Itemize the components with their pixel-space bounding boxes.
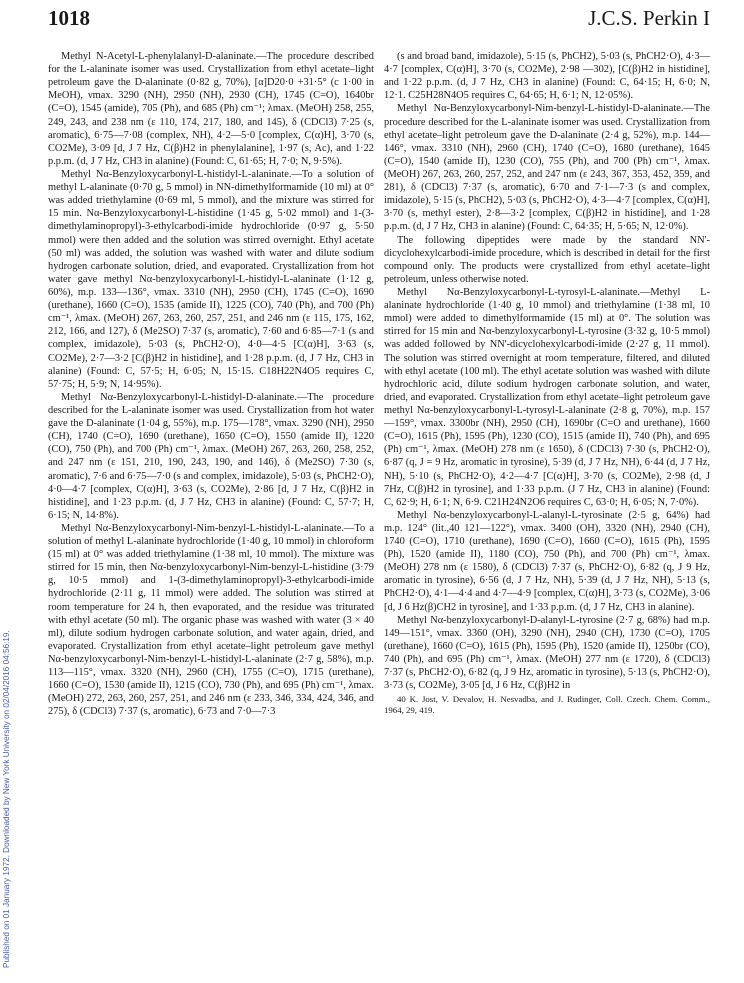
page-number: 1018 [48, 6, 90, 30]
download-watermark: Published on 01 January 1972. Downloaded by New York University on 02/04/2016 04:56:19. [2, 630, 11, 968]
paragraph: Methyl Nα-benzyloxycarbonyl-D-alanyl-L-tyrosine (2·7 g, 68%) had m.p. 149—151°, νmax. 3360 (OH), 3290 (NH), 2940 (CH), 1730 (C=O), 1705 (urethane), 1660 (C=O), 1615 (Ph), 1595 (Ph), 1520 (amide II), 1250br (CO), 740 (Ph), and 695 (Ph) cm⁻¹, λmax. (MeOH) 277 nm (ε 1720), δ (CDCl3) 7·37 (s, PhCH2·O), 6·82 (q, J 9 Hz, aromatic in tyrosine), 5·13 (s, PhCH2·O), 3·73 (s, CO2Me), 3·05 [d, J 6 Hz, C(β)H2 in [384, 614, 710, 692]
paragraph: Methyl Nα-Benzyloxycarbonyl-L-histidyl-D-alaninate.—The procedure described for the L-alaninate isomer was used. Crystallization from hot water gave the D-alaninate (1·04 g, 55%), m.p. 175—178°, νmax. 3290 (NH), 2950 (CH), 1740 (C=O), 1690 (urethane), 1650 (C=O), 1550 (amide II), 1220 (CO), 750 (Ph), and 700 (Ph) cm⁻¹, λmax. (MeOH) 267, 263, 260, 258, 252, and 247 nm (ε 151, 210, 190, 243, 190, and 146), δ (Me2SO) 7·30 (s, aromatic), 7·6 and 6·75—7·0 (s and complex, imidazole), 5·03 (s, PhCH2·O), 4·0—4·7 [complex, C(α)H], 3·63 (s, CO2Me), 2·86 [d, J 7 Hz, C(β)H2 in histidine], and 1·23 p.p.m. (d, J 7 Hz, CH3 in alanine) (Found: C, 57·7; H, 6·15; N, 14·8%). [48, 391, 374, 521]
paragraph: Methyl Nα-Benzyloxycarbonyl-L-tyrosyl-L-alaninate.—Methyl L-alaninate hydrochloride (1·40 g, 10 mmol) and triethylamine (1·38 ml, 10 mmol) were added to dimethylformamide (15 ml) at 0°. The solution was stirred for 15 min and Nα-benzyloxycarbonyl-L-tyrosine (3·32 g, 10·5 mmol) was added followed by NN'-dicyclohexylcarbodi-imide (2·27 g, 11 mmol). The solution was stirred overnight at room temperature, filtered, and diluted with ethyl acetate (100 ml). The ethyl acetate solution was washed with dilute hydrochloric acid, dilute sodium hydrogen carbonate solution, and water, dried, and evaporated. Crystallization from ethyl acetate–light petroleum gave methyl Nα-benzyloxycarbonyl-L-tyrosyl-L-alaninate (2·8 g, 70%), m.p. 157—159°, νmax. 3300br (NH), 2950 (CH), 1690br (C=O and urethane), 1660 (C=O), 1615 (Ph), 1595 (Ph), 1230 (CO), 1515 (amide II), 740 (Ph), and 695 (Ph) cm⁻¹, λmax. (MeOH) 278 nm (ε 1650), δ (CDCl3) 7·30 (s, PhCH2·O), 6·87 (q, J = 9 Hz, aromatic in tyrosine), 5·39 (d, J 7 Hz, NH), 6·44 (d, J 7 Hz, NH), 5·10 (s, PhCH2·O), 4·2—4·7 [C(α)H], 3·70 (s, CO2Me), 2·98 (d, J 7Hz, C(β)H2 in tyrosine], and 1·33 p.p.m. (J 7 Hz, CH3 in alanine) (Found: C, 62·9; H, 6·1; N, 6·9. C21H24N2O6 requires C, 63·0; H, 6·05; N, 7·0%). [384, 286, 710, 508]
paragraph: Methyl Nα-Benzyloxycarbonyl-Nim-benzyl-L-histidyl-D-alaninate.—The procedure described for the L-alaninate isomer was used. Crystallization from ethyl acetate–light petroleum gave the D-alaninate (2·4 g, 52%), m.p. 144—146°, νmax. 3310 (NH), 2960 (CH), 1740 (C=O), 1680 (urethane), 1645 (C=O), 1540 (amide II), 1230 (CO), 755 (Ph), and 700 (Ph) cm⁻¹, λmax. (MeOH) 267, 263, 260, 257, 252, and 247 nm (ε 243, 367, 353, 452, 359, and 281), δ (CDCl3) 7·37 (s, aromatic), 6·70 and 7·1—7·3 (s and complex, imidazole), 5·15 (s, PhCH2), 5·03 (s, PhCH2·O), 4·3—4·7 [complex, C(α)H], 3·70 (s, methyl ester), 2·8—3·2 [complex, C(β)H2 in histidine], and 1·28 p.p.m. (d, J 7 Hz, CH3 in alanine) (Found: C, 64·35; H, 5·65; N, 12·0%). [384, 103, 710, 233]
paragraph: (s and broad band, imidazole), 5·15 (s, PhCH2), 5·03 (s, PhCH2·O), 4·3—4·7 [complex, C(α)H], 3·70 (s, CO2Me), 2·98 —302), [C(β)H2 in histidine], and 1·22 p.p.m. (d, J 7 Hz, CH3 in alanine) (Found: C, 64·15; H, 6·0; N, 12·1. C25H28N4O5 requires C, 64·65; H, 6·1; N, 12·05%). [384, 51, 710, 102]
paragraph: Methyl Nα-Benzyloxycarbonyl-L-histidyl-L-alaninate.—To a solution of methyl L-alaninate (0·70 g, 5 mmol) in NN-dimethylformamide (10 ml) at 0° was added triethylamine (0·69 ml, 5 mmol), and the mixture was stirred for 15 min. Nα-Benzyloxycarbonyl-L-histidine (1·45 g, 5·02 mmol) and 1-(3-dimethylaminopropyl)-3-ethylcarbodi-imide hydrochloride (0·97 g, 5·50 mmol) were then added and the solution was stirred overnight. Ethyl acetate (50 ml) was added, the solution was washed with water and dilute sodium hydrogen carbonate solution, dried, and evaporated. Crystallization from hot water gave methyl Nα-benzyloxycarbonyl-L-histidyl-L-alaninate (1·12 g, 60%), m.p. 133—136°, νmax. 3310 (NH), 2950 (CH), 1745 (C=O), 1690 (urethane), 1660 (C=O), 1535 (amide II), 1225 (CO), 740 (Ph), and 700 (Ph) cm⁻¹, λmax. (MeOH) 267, 263, 260, 257, 251, and 246 nm (ε 115, 175, 162, 212, 166, and 127), δ (Me2SO) 7·37 (s, aromatic), 7·60 and 6·85—7·1 (s and complex, imidazole), 5·03 (s, PhCH2·O), 4·0—4·5 [C(α)H], 3·63 (s, CO2Me), 2·7—3·2 [C(β)H2 in histidine], and 1·28 p.p.m. (d, J 7 Hz, CH3 in alanine) (Found: C, 57·5; H, 6·05; N, 15·15. C18H22N4O5 requires C, 57·75; H, 5·9; N, 14·95%). [48, 168, 374, 390]
paragraph: Methyl Nα-Benzyloxycarbonyl-Nim-benzyl-L-histidyl-L-alaninate.—To a solution of methyl L-alaninate hydrochloride (1·40 g, 10 mmol) in chloroform (15 ml) at 0° was added triethylamine (1·38 ml, 10 mmol). The mixture was stirred for 15 min, then Nα-benzyloxycarbonyl-Nim-benzyl-L-histidine (3·79 g, 10·5 mmol) and 1-(3-dimethylaminopropyl)-3-ethylcarbodi-imide hydrochloride (2·11 g, 11 mmol) were added. The solution was stirred at room temperature for 24 h, then evaporated, and the residue was triturated with ethyl acetate (50 ml). The organic phase was washed with water (3 × 40 ml), dilute sodium hydrogen carbonate solution, and water again, dried, and evaporated. Crystallization from ethyl acetate–light petroleum gave methyl Nα-benzyloxycarbonyl-Nim-benzyl-L-histidyl-L-alaninate (2·7 g, 58%), m.p. 113—115°, νmax. 3320 (NH), 2960 (CH), 1755 (C=O), 1715 (urethane), 1660 (C=O), 1530 (amide II), 1215 (CO), 730 (Ph), and 695 (Ph) cm⁻¹, λmax. (MeOH) 272, 263, 260, 257, 251, and 246 nm (ε 233, 346, 334, 424, 346, and 275), δ (CDCl3) 7·37 (s, aromatic), 6·73 and 7·0—7·3 [48, 522, 374, 718]
paragraph: Methyl Nα-benzyloxycarbonyl-L-alanyl-L-tyrosinate (2·5 g, 64%) had m.p. 124° (lit.,40 121—122°), νmax. 3400 (OH), 3320 (NH), 2940 (CH), 1740 (C=O), 1710 (urethane), 1690 (C=O), 1660 (C=O), 1615 (Ph), 1595 (Ph), 1520 (amide II), 1180 (CO), 750 (Ph), and 700 (Ph) cm⁻¹, λmax. (MeOH) 278 nm (ε 1580), δ (CDCl3) 7·37 (s, PhCH2·O), 6·82 (q, J 9 Hz, aromatic in tyrosine), 6·56 (d, J 7 Hz, NH), 5·39 (d, J 7 Hz, NH), 5·13 (s, PhCH2·O), 4·1—4·4 and 4·7—4·9 [complex, C(α)H], 3·73 (s, CO2Me), 3·06 [d, J 6 Hz(β)CH2 in tyrosine], and 1·33 p.p.m. (d, J 7 Hz, CH3 in alanine). [384, 509, 710, 613]
left-column [48, 50, 374, 719]
right-column [384, 50, 710, 717]
paragraph: The following dipeptides were made by the standard NN'-dicyclohexylcarbodi-imide procedure, which is described in detail for the first compound only. The products were crystallized from ethyl acetate–light petroleum, unless otherwise noted. [384, 234, 710, 285]
journal-title: J.C.S. Perkin I [588, 6, 710, 30]
paragraph: Methyl N-Acetyl-L-phenylalanyl-D-alaninate.—The procedure described for the L-alaninate isomer was used. Crystallization from ethyl acetate–light petroleum gave the D-alaninate (0·82 g, 70%), [α]D20·0 +31·5° (c 1·00 in MeOH), νmax. 3290 (NH), 2950 (NH), 2930 (CH), 1745 (C=O), 1640br (C=O), 1545 (amide), 705 (Ph), and 685 (Ph) cm⁻¹; λmax. (MeOH) 258, 255, 249, 243, and 238 nm (ε 110, 174, 217, 180, and 145), δ (CDCl3) 7·25 (s, aromatic), 6·75—7·08 (complex, NH), 4·2—5·0 [complex, C(α)H], 3·70 (s, CO2Me), 3·09 [d, J 7 Hz, C(β)H2 in phenylalanine], 1·97 (s, Ac), and 1·22 p.p.m. (d, J 7 Hz, CH3 in alanine) (Found: C, 61·65; H, 7·0; N, 9·5%). [48, 51, 374, 167]
footnote: 40 K. Jost, V. Devalov, H. Nesvadba, and J. Rudinger, Coll. Czech. Chem. Comm., 1964, 29, 419. [384, 694, 710, 716]
